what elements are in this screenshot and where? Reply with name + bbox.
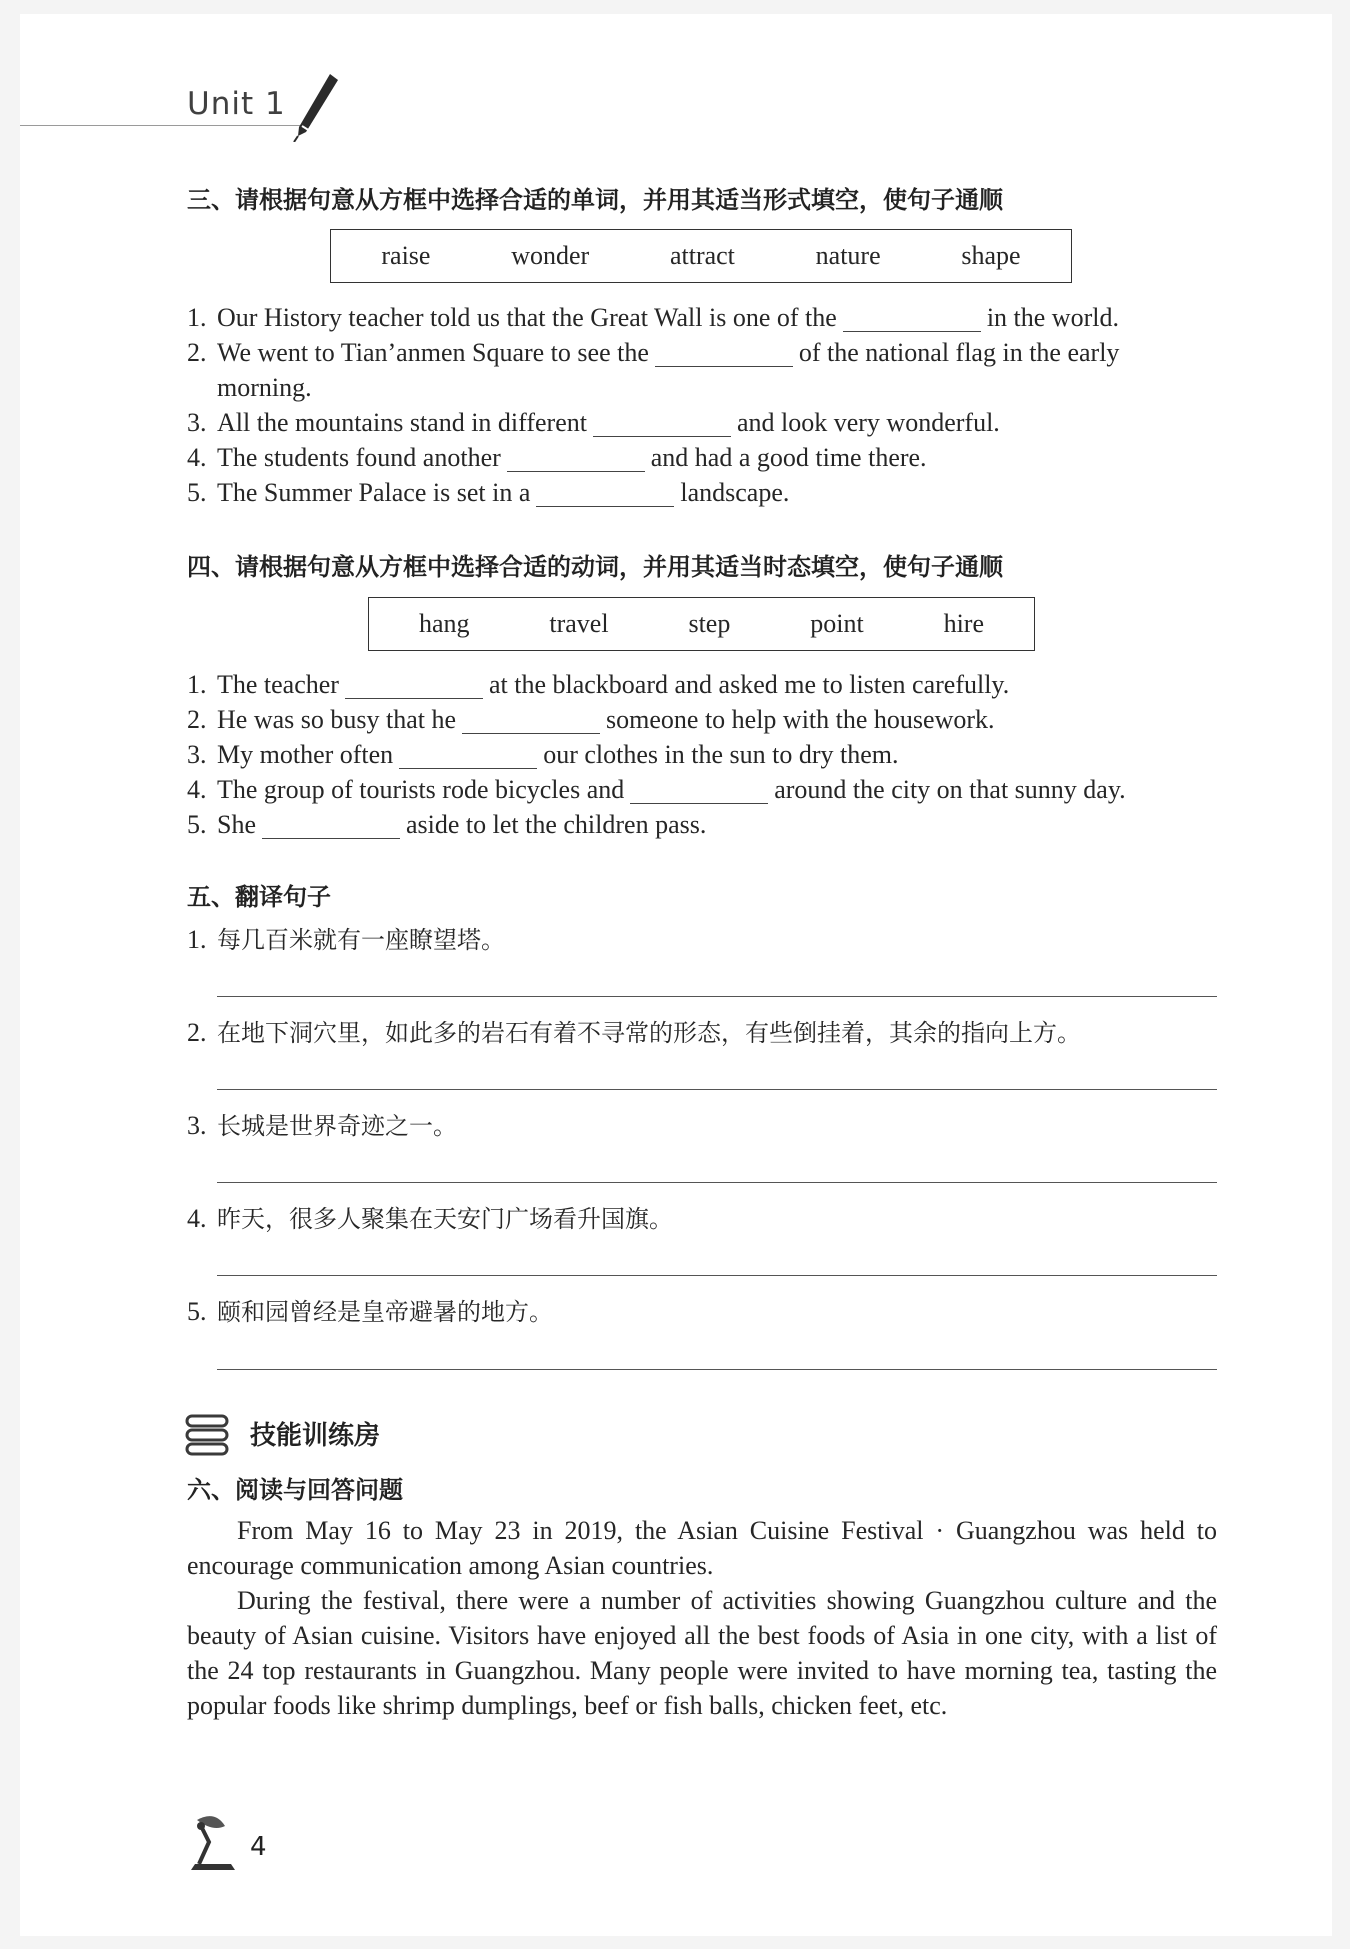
answer-blank[interactable]	[507, 445, 645, 472]
question-number: 4.	[187, 443, 207, 472]
answer-blank[interactable]	[345, 672, 483, 699]
answer-line[interactable]	[217, 1369, 1217, 1370]
reading-paragraph-2: During the festival, there were a number of activities showing Guangzhou culture and the beauty of Asian cuisine. Visitors have enjoyed all the best foods of Asia in one city, with a list of the 24 top restaurants in Guangzhou. Many people were invited to have morning tea, tasting the popular foods like shrimp dumplings, beef or fish balls, chicken feet, etc.	[187, 1586, 1217, 1720]
s4-question-1	[187, 667, 1009, 702]
word-option: attract	[669, 241, 735, 270]
question-text: Our History teacher told us that the Great Wall is one of the	[217, 303, 837, 332]
s3-question-1	[187, 300, 1119, 335]
question-number: 3.	[187, 740, 207, 769]
answer-line[interactable]	[217, 1275, 1217, 1276]
answer-blank[interactable]	[462, 707, 600, 734]
s5-question-2	[187, 1015, 1081, 1051]
pen-icon	[290, 70, 342, 142]
header-rule	[20, 125, 310, 126]
question-text: aside to let the children pass.	[406, 810, 707, 839]
question-number: 2.	[187, 338, 207, 367]
question-text: All the mountains stand in different	[217, 408, 587, 437]
word-option: nature	[815, 241, 881, 270]
answer-blank[interactable]	[843, 305, 981, 332]
question-text: The students found another	[217, 443, 501, 472]
question-number: 3.	[187, 1111, 207, 1140]
question-text: 在地下洞穴里，如此多的岩石有着不寻常的形态，有些倒挂着，其余的指向上方。	[217, 1019, 1081, 1047]
answer-blank[interactable]	[655, 340, 793, 367]
section6-heading: 六、阅读与回答问题	[187, 1476, 403, 1504]
s4-question-4	[187, 772, 1126, 807]
s3-question-2	[187, 335, 1119, 370]
question-text: The teacher	[217, 670, 339, 699]
question-number: 5.	[187, 478, 207, 507]
question-number: 1.	[187, 670, 207, 699]
word-box-section3	[330, 229, 1072, 283]
s5-question-4	[187, 1201, 673, 1237]
section5-heading: 五、翻译句子	[187, 883, 331, 911]
answer-line[interactable]	[217, 996, 1217, 997]
question-text: our clothes in the sun to dry them.	[543, 740, 899, 769]
question-text: someone to help with the housework.	[606, 705, 995, 734]
s3-question-5	[187, 475, 789, 510]
question-number: 5.	[187, 1297, 207, 1326]
answer-blank[interactable]	[399, 742, 537, 769]
s3-question-2-continued: morning.	[217, 373, 312, 402]
question-text: She	[217, 810, 256, 839]
question-text: and had a good time there.	[650, 443, 927, 472]
question-text: The Summer Palace is set in a	[217, 478, 531, 507]
question-text: The group of tourists rode bicycles and	[217, 775, 625, 804]
answer-blank[interactable]	[630, 777, 768, 804]
question-text: and look very wonderful.	[736, 408, 1000, 437]
question-text: He was so busy that he	[217, 705, 457, 734]
question-text: around the city on that sunny day.	[774, 775, 1126, 804]
s5-question-3	[187, 1108, 457, 1144]
question-text: 每几百米就有一座瞭望塔。	[217, 926, 505, 954]
question-text: in the world.	[986, 303, 1119, 332]
question-number: 1.	[187, 303, 207, 332]
question-text: of the national flag in the early	[798, 338, 1120, 367]
desk-lamp-icon	[185, 1812, 245, 1874]
question-text: My mother often	[217, 740, 394, 769]
question-text: at the blackboard and asked me to listen carefully.	[488, 670, 1010, 699]
answer-line[interactable]	[217, 1182, 1217, 1183]
stack-icon	[185, 1414, 231, 1456]
question-number: 5.	[187, 810, 207, 839]
question-text: 颐和园曾经是皇帝避暑的地方。	[217, 1298, 553, 1326]
answer-blank[interactable]	[536, 480, 674, 507]
page-number: 4	[250, 1832, 267, 1862]
word-option: wonder	[511, 241, 590, 270]
question-number: 2.	[187, 705, 207, 734]
s4-question-2	[187, 702, 995, 737]
question-text: We went to Tian’anmen Square to see the	[217, 338, 649, 367]
reading-paragraph-1: From May 16 to May 23 in 2019, the Asian Cuisine Festival · Guangzhou was held to encourage communication among Asian countries.	[187, 1516, 1217, 1580]
answer-blank[interactable]	[593, 410, 731, 437]
s5-question-1	[187, 922, 505, 958]
question-text: landscape.	[680, 478, 790, 507]
question-text: 长城是世界奇迹之一。	[217, 1112, 457, 1140]
section4-heading: 四、请根据句意从方框中选择合适的动词，并用其适当时态填空，使句子通顺	[187, 553, 1003, 581]
section3-heading: 三、请根据句意从方框中选择合适的单词，并用其适当形式填空，使句子通顺	[187, 186, 1003, 214]
s3-question-4	[187, 440, 927, 475]
word-option: hire	[943, 609, 984, 638]
answer-blank[interactable]	[262, 812, 400, 839]
word-box-section4	[368, 597, 1035, 651]
word-option: shape	[961, 241, 1021, 270]
word-option: step	[688, 609, 731, 638]
word-option: point	[810, 609, 864, 638]
question-number: 1.	[187, 925, 207, 954]
s4-question-5	[187, 807, 706, 842]
question-number: 2.	[187, 1018, 207, 1047]
s3-question-3	[187, 405, 1000, 440]
s4-question-3	[187, 737, 898, 772]
word-option: travel	[549, 609, 609, 638]
s5-question-5	[187, 1294, 553, 1330]
unit-title: Unit 1	[187, 86, 286, 122]
question-number: 3.	[187, 408, 207, 437]
word-option: raise	[381, 241, 431, 270]
question-text: 昨天，很多人聚集在天安门广场看升国旗。	[217, 1205, 673, 1233]
word-option: hang	[418, 609, 470, 638]
skills-title: 技能训练房	[250, 1421, 381, 1451]
question-number: 4.	[187, 1204, 207, 1233]
answer-line[interactable]	[217, 1089, 1217, 1090]
question-number: 4.	[187, 775, 207, 804]
